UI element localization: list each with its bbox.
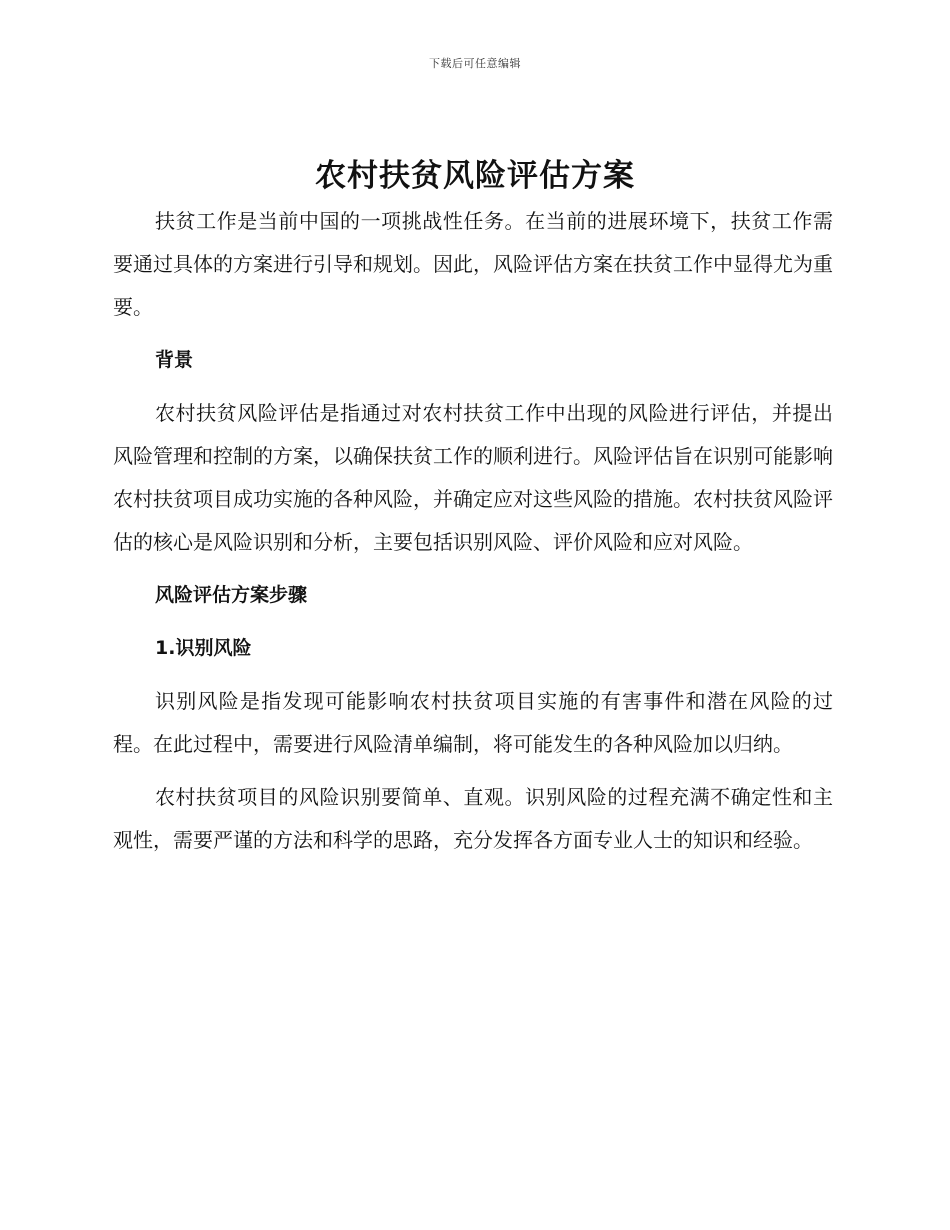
section-heading-steps: 风险评估方案步骤 bbox=[155, 584, 308, 606]
step1-paragraph-1: 识别风险是指发现可能影响农村扶贫项目实施的有害事件和潜在风险的过程。在此过程中，需要进行风险清单编制，将可能发生的各种风险加以归纳。 bbox=[113, 689, 833, 756]
section-heading-background: 背景 bbox=[155, 349, 194, 371]
intro-paragraph: 扶贫工作是当前中国的一项挑战性任务。在当前的进展环境下，扶贫工作需要通过具体的方案进行引导和规划。因此，风险评估方案在扶贫工作中显得尤为重要。 bbox=[113, 209, 833, 319]
background-paragraph: 农村扶贫风险评估是指通过对农村扶贫工作中出现的风险进行评估，并提出风险管理和控制的方案，以确保扶贫工作的顺利进行。风险评估旨在识别可能影响农村扶贫项目成功实施的各种风险，并确定应对这些风险的措施。农村扶贫风险评估的核心是风险识别和分析，主要包括识别风险、评价风险和应对风险。 bbox=[113, 401, 833, 554]
header-note: 下载后可任意编辑 bbox=[429, 57, 521, 70]
document-title: 农村扶贫风险评估方案 bbox=[315, 158, 635, 194]
step1-paragraph-2: 农村扶贫项目的风险识别要简单、直观。识别风险的过程充满不确定性和主观性，需要严谨的方法和科学的思路，充分发挥各方面专业人士的知识和经验。 bbox=[113, 785, 833, 852]
step1-heading: 1.识别风险 bbox=[155, 637, 252, 659]
document-body bbox=[113, 200, 833, 872]
